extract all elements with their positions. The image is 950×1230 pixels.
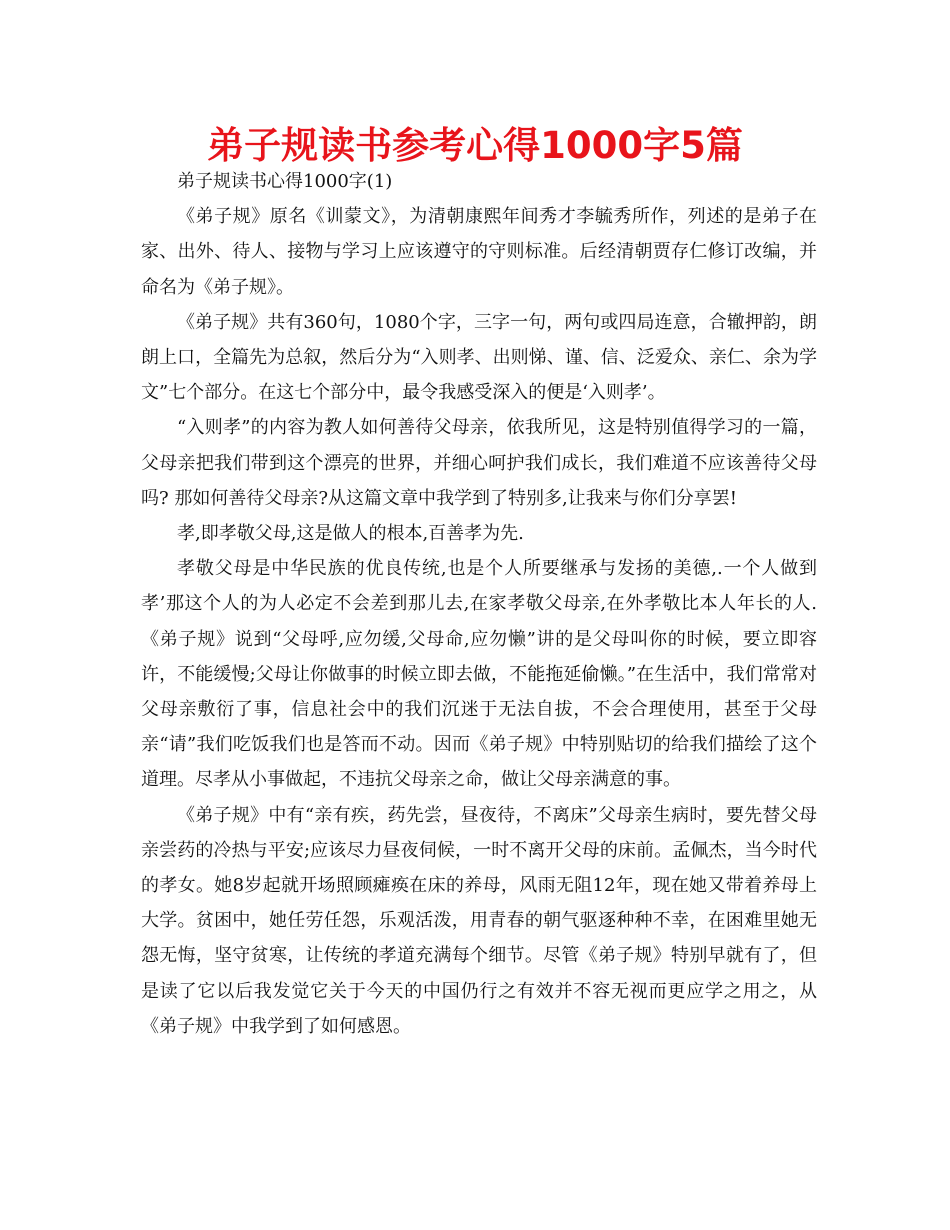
document-body xyxy=(141,164,817,1044)
paragraph-1: 《弟子规》原名《训蒙文》，为清朝康熙年间秀才李毓秀所作，列述的是弟子在家、出外、待人、接物与学习上应该遵守的守则标准。后经清朝贾存仁修订改编，并命名为《弟子规》。 xyxy=(141,206,817,298)
document-title: 弟子规读书参考心得1000字5篇 xyxy=(207,124,743,167)
paragraph-3: “入则孝”的内容为教人如何善待父母亲，依我所见，这是特别值得学习的一篇，父母亲把我们带到这个漂亮的世界，并细心呵护我们成长，我们难道不应该善待父母吗? 那如何善待父母亲?从这篇文章中我学到了特别多,让我来与你们分享罢! xyxy=(141,417,817,509)
paragraph-4: 孝,即孝敬父母,这是做人的根本,百善孝为先. xyxy=(177,523,524,545)
paragraph-6: 《弟子规》中有“亲有疾，药先尝，昼夜待，不离床”父母亲生病时，要先替父母亲尝药的冷热与平安;应该尽力昼夜伺候，一时不离开父母的床前。孟佩杰，当今时代的孝女。她8岁起就开场照顾瘫痪在床的养母，风雨无阻12年，现在她又带着养母上大学。贫困中，她任劳任怨，乐观活泼，用青春的朝气驱逐种种不幸，在困难里她无怨无悔，坚守贫寒，让传统的孝道充满每个细节。尽管《弟子规》特别早就有了，但是读了它以后我发觉它关于今天的中国仍行之有效并不容无视而更应学之用之，从《弟子规》中我学到了如何感恩。 xyxy=(141,804,817,1037)
paragraph-5: 孝敬父母是中华民族的优良传统,也是个人所要继承与发扬的美德,.一个人做到孝’那这个人的为人必定不会差到那儿去,在家孝敬父母亲,在外孝敬比本人年长的人. 《弟子规》说到“父母呼,应勿缓,父母命,应勿懒”讲的是父母叫你的时候，要立即容许，不能缓慢;父母让你做事的时候立即去做，不能拖延偷懒。”在生活中，我们常常对父母亲敷衍了事，信息社会中的我们沉迷于无法自拔，不会合理使用，甚至于父母亲“请”我们吃饭我们也是答而不动。因而《弟子规》中特别贴切的给我们描绘了这个道理。尽孝从小事做起，不违抗父母亲之命，做让父母亲满意的事。 xyxy=(141,558,817,791)
paragraph-2: 《弟子规》共有360句，1080个字，三字一句，两句或四局连意，合辙押韵，朗朗上口，全篇先为总叙，然后分为“入则孝、出则悌、谨、信、泛爱众、亲仁、余为学文”七个部分。在这七个部分中，最令我感受深入的便是‘入则孝’。 xyxy=(141,311,817,404)
section-heading: 弟子规读书心得1000字(1) xyxy=(177,171,393,192)
